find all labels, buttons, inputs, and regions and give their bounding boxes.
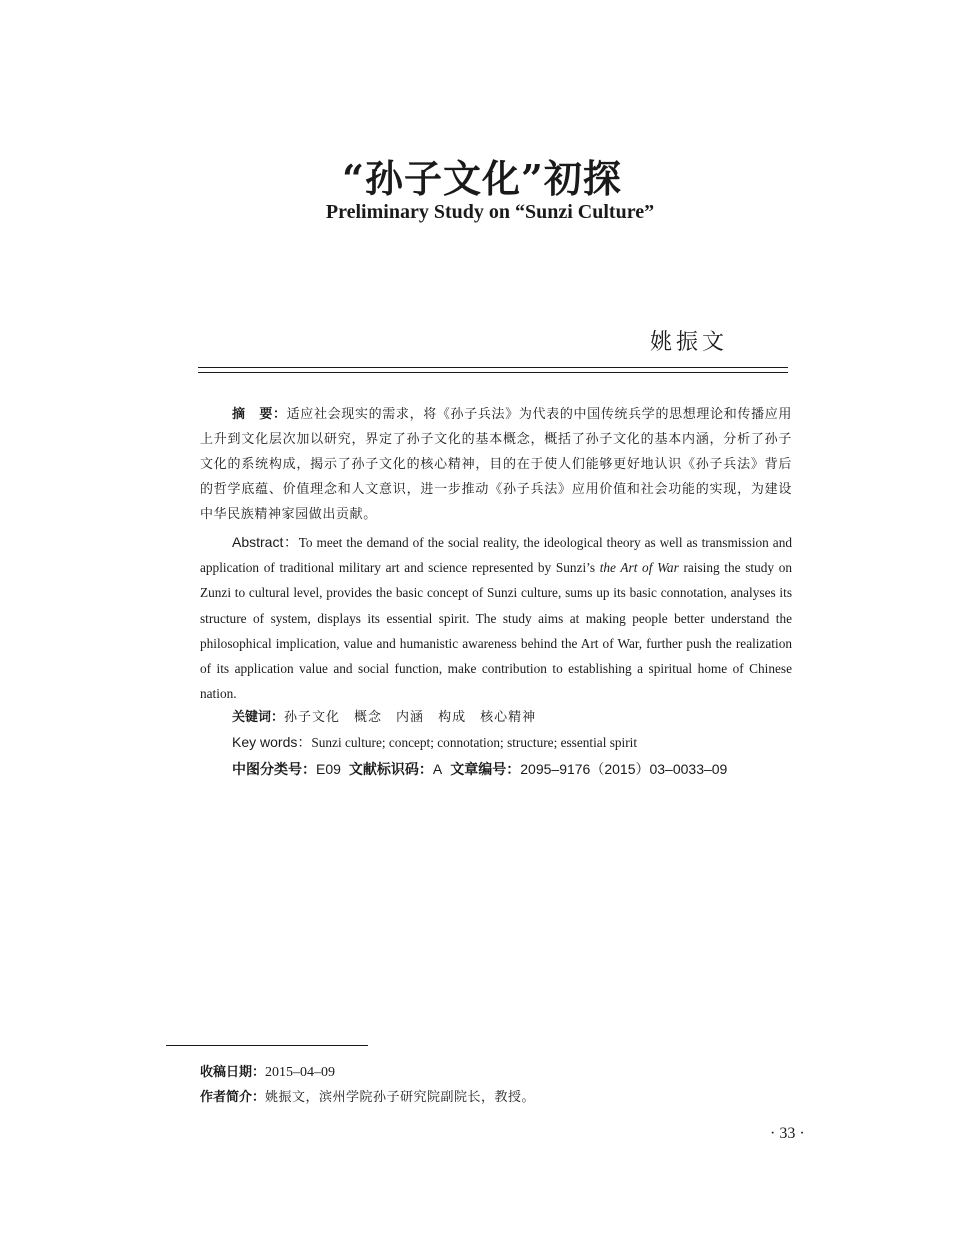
author-bio-label: 作者简介： (200, 1090, 266, 1105)
author-bio (200, 1086, 535, 1105)
doc-code-label: 文献标识码： (348, 762, 433, 778)
received-date (200, 1061, 335, 1081)
abstract-english (200, 530, 792, 706)
abstract-english-text-start: To meet the demand of the social reality, the ideological theory as well as transmission and application of traditional military art and science represented by Sunzi’s (200, 535, 793, 576)
title-chinese: “孙子文化”初探 (342, 156, 622, 201)
keyword-chinese: 核心精神 (480, 710, 537, 725)
keyword-chinese: 孙子文化 (284, 710, 341, 725)
title-english: Preliminary Study on “Sunzi Culture” (325, 201, 655, 223)
keywords-chinese-label: 关键词： (232, 710, 285, 725)
keywords-english-label: Key words： (232, 734, 312, 750)
keyword-chinese: 概念 (354, 710, 383, 725)
header-double-rule (198, 367, 788, 373)
author-bio-value: 姚振文，滨州学院孙子研究院副院长，教授。 (265, 1090, 536, 1105)
clc-label: 中图分类号： (232, 762, 316, 778)
abstract-english-label: Abstract： (232, 534, 299, 550)
classification-line (232, 759, 727, 779)
abstract-english-text-end: raising the study on Zunzi to cultural level, provides the basic concept of Sunzi culture, sums up its basic connotation, analyses its structure of system, displays its essential spirit. The study aims at making people better understand the philosophical implication, value and humanistic awareness behind the Art of War, further push the realization of its application value and social function, make contribution to establishing a spiritual home of Chinese nation. (200, 560, 793, 702)
keyword-chinese: 内涵 (396, 710, 425, 725)
page-number: · 33 · (770, 1125, 805, 1142)
keyword-chinese: 构成 (438, 710, 467, 725)
keywords-chinese (232, 706, 550, 725)
keywords-english-text: Sunzi culture; concept; connotation; structure; essential spirit (311, 735, 638, 750)
abstract-chinese-text: 适应社会现实的需求，将《孙子兵法》为代表的中国传统兵学的思想理论和传播应用上升到文化层次加以研究，界定了孙子文化的基本概念，概括了孙子文化的基本内涵，分析了孙子文化的系统构成，揭示了孙子文化的核心精神，目的在于使人们能够更好地认识《孙子兵法》背后的哲学底蕴、价值理念和人文意识，进一步推动《孙子兵法》应用价值和社会功能的实现，为建设中华民族精神家园做出贡献。 (200, 407, 792, 522)
clc-value: E09 (316, 761, 341, 777)
received-date-value: 2015–04–09 (265, 1065, 336, 1080)
abstract-chinese-label: 摘 要： (232, 407, 287, 422)
abstract-english-book-title: the Art of War (599, 560, 679, 576)
received-date-label: 收稿日期： (200, 1065, 266, 1080)
footnote-rule (166, 1045, 368, 1046)
abstract-chinese (200, 402, 792, 527)
doc-code-value: A (432, 761, 443, 777)
article-id-value: 2095–9176（2015）03–0033–09 (520, 761, 728, 777)
author-name: 姚振文 (650, 330, 729, 355)
article-id-label: 文章编号： (450, 762, 521, 778)
keywords-english (232, 732, 637, 752)
